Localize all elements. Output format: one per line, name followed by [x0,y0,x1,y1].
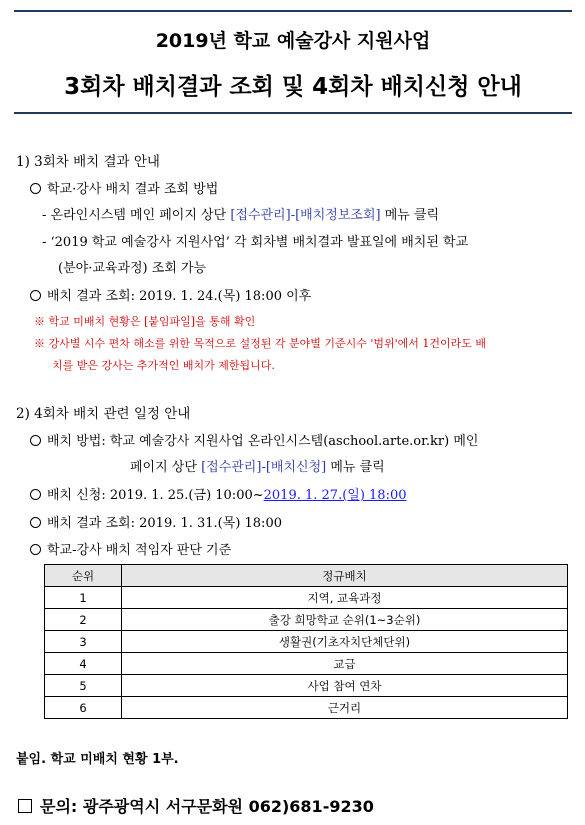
section2-item2-deadline: 2019. 1. 27.(일) 18:00 [263,488,407,503]
table-row [45,587,568,609]
table-row [45,631,568,653]
section1-item2 [30,285,311,304]
section1-sub1-menu: [접수관리]-[배치정보조회] [230,208,381,223]
contact-text: 문의: 광주광역시 서구문화원 062)681-9230 [40,797,374,816]
attachment-note: 붙임. 학교 미배치 현황 1부. [16,752,179,767]
section1-heading: 1) 3회차 배치 결과 안내 [16,154,160,170]
section1-sub2-line1: - ‘2019 학교 예술강사 지원사업’ 각 회차별 배치결과 발표일에 배치된 학교 [42,235,469,250]
title-line-1: 2019년 학교 예술강사 지원사업 [155,30,431,52]
table-cell-rank: 4 [45,653,122,675]
section2-item4 [30,539,231,558]
table-cell-rank: 6 [45,697,122,719]
table-row [45,675,568,697]
table-cell-rank: 5 [45,675,122,697]
bullet-circle-icon [30,544,41,555]
table-header-regular: 정규배치 [122,565,568,587]
table-cell-criterion: 생활권(기초자치단체단위) [122,631,568,653]
table-cell-rank: 1 [45,587,122,609]
contact-line [18,794,374,817]
table-cell-criterion: 근거리 [122,697,568,719]
table-header-rank: 순위 [45,565,122,587]
section2-heading: 2) 4회차 배치 관련 일정 안내 [16,406,191,422]
section2-item2-text: 배치 신청: 2019. 1. 25.(금) 10:00~ [47,488,264,503]
checkbox-square-icon [18,799,32,813]
table-cell-rank: 2 [45,609,122,631]
section1-sub1 [42,204,439,223]
table-cell-criterion: 지역, 교육과정 [122,587,568,609]
section2-item3 [30,512,282,531]
bullet-circle-icon [30,183,41,194]
table-cell-rank: 3 [45,631,122,653]
table-cell-criterion: 출강 희망학교 순위(1~3순위) [122,609,568,631]
section2-item1-line2-post: 메뉴 클릭 [326,460,385,475]
section2-item2 [30,484,407,503]
section1-item1-text: 학교·강사 배치 결과 조회 방법 [47,182,219,197]
section1-item1 [30,178,218,197]
table-row [45,609,568,631]
section2-item1-line2-pre: 페이지 상단 [130,460,202,475]
section2-item3-text: 배치 결과 조회: 2019. 1. 31.(목) 18:00 [47,516,282,531]
section2-item1 [30,430,478,449]
bullet-circle-icon [30,489,41,500]
section2-item4-text: 학교-강사 배치 적임자 판단 기준 [47,543,232,558]
section2-item1-line2 [130,456,385,475]
section1-sub2-line2: (분야·교육과정) 조회 가능 [58,261,207,276]
bullet-circle-icon [30,517,41,528]
table-row [45,697,568,719]
title-box [14,10,572,114]
section1-note2-line2: 치를 받은 강사는 추가적인 배치가 제한됩니다. [52,359,275,372]
section1-sub1-post: 메뉴 클릭 [380,208,440,223]
section1-item2-text: 배치 결과 조회: 2019. 1. 24.(목) 18:00 이후 [47,289,312,304]
bullet-circle-icon [30,290,41,301]
section1-note2-line1: ※ 강사별 시수 편차 해소를 위한 목적으로 설정된 각 분야별 기준시수 '범위'에서 1건이라도 배 [34,337,487,350]
table-cell-criterion: 교급 [122,653,568,675]
title-line-2: 3회차 배치결과 조회 및 4회차 배치신청 안내 [64,74,522,100]
section2-item1-menu: [접수관리]-[배치신청] [201,460,327,475]
criteria-table [44,564,568,719]
bullet-circle-icon [30,435,41,446]
table-header-row [45,565,568,587]
section1-sub1-pre: - 온라인시스템 메인 페이지 상단 [42,208,231,223]
table-row [45,653,568,675]
table-cell-criterion: 사업 참여 연차 [122,675,568,697]
section2-item1-text: 배치 방법: 학교 예술강사 지원사업 온라인시스템(aschool.arte.or.kr) 메인 [47,434,479,449]
section1-note1: ※ 학교 미배치 현황은 [붙임파일]을 통해 확인 [34,315,256,328]
